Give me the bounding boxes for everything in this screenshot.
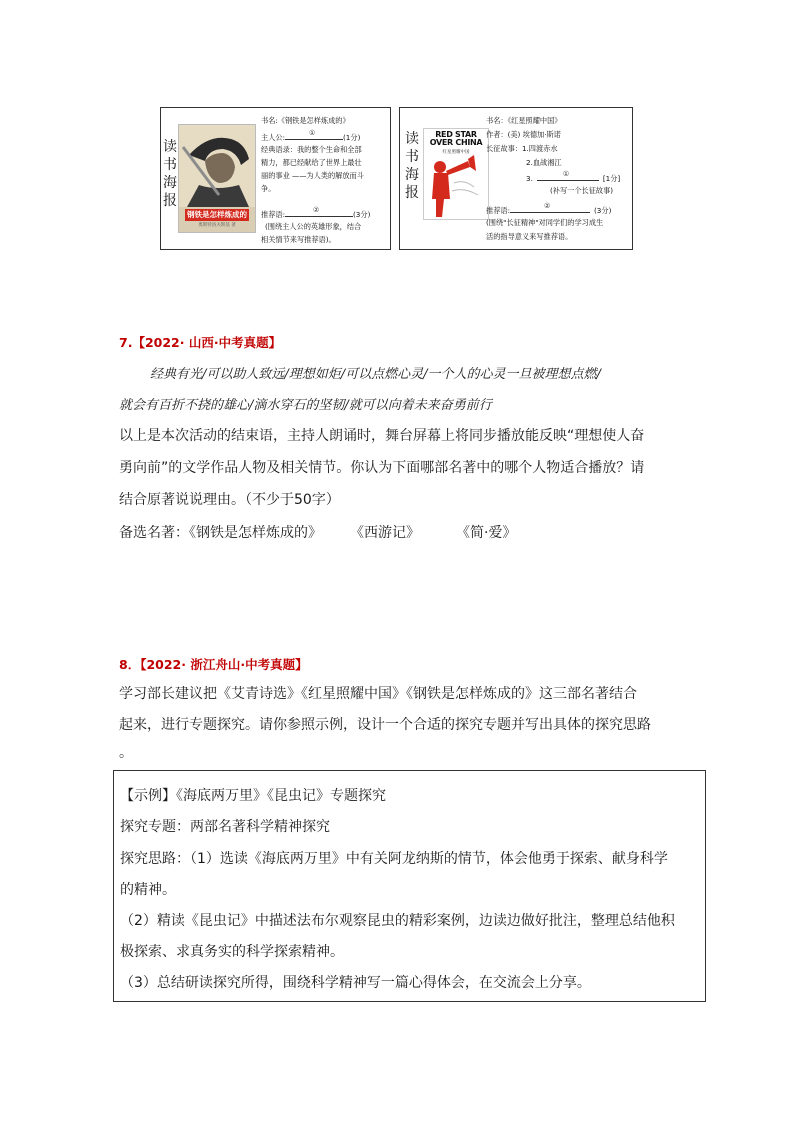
q7-options bbox=[119, 522, 516, 542]
q7-poem-line: 就会有百折不挠的雄心/滴水穿石的坚韧/就可以向着未来奋勇前行 bbox=[119, 398, 492, 413]
label-char: 书 bbox=[163, 157, 177, 173]
reading-poster-red-star bbox=[399, 107, 633, 250]
example-line: 极探索、求真务实的科学探索精神。 bbox=[120, 944, 344, 960]
example-box bbox=[113, 770, 706, 1002]
blank-mark: ② bbox=[544, 202, 551, 210]
book-name: 书名:《钢铁是怎样炼成的》 bbox=[261, 116, 350, 125]
score: (1分) bbox=[343, 133, 361, 142]
q7-heading: 7.【2022· 山西·中考真题】 bbox=[119, 335, 282, 350]
label-char: 海 bbox=[163, 175, 177, 191]
poster-vertical-label bbox=[162, 138, 178, 210]
quote-line: 争。 bbox=[261, 184, 276, 193]
recommend-line bbox=[261, 208, 370, 220]
options-label: 备选名著： bbox=[119, 525, 189, 541]
example-line: （2）精读《昆虫记》中描述法布尔观察昆虫的精彩案例，边读边做好批注，整理总结他积 bbox=[120, 913, 675, 929]
example-line: 【示例】《海底两万里》《昆虫记》专题探究 bbox=[120, 788, 386, 804]
quote-line: 丽的事业 ——为人类的解放而斗 bbox=[261, 171, 364, 180]
reading-poster-steel bbox=[160, 107, 391, 250]
option-item: 《西游记》 bbox=[350, 525, 420, 541]
blank-mark: ① bbox=[309, 129, 316, 137]
q7-text-line: 以上是本次活动的结束语，主持人朗诵时，舞台屏幕上将同步播放能反映“理想使人奋 bbox=[119, 428, 645, 444]
recommend-label: 推荐语: bbox=[486, 206, 510, 215]
label-char: 海 bbox=[405, 167, 419, 183]
label-char: 书 bbox=[405, 149, 419, 165]
story3-hint: (补写一个长征故事) bbox=[550, 186, 614, 195]
blank-2[interactable] bbox=[510, 204, 590, 213]
cover-title: 钢铁是怎样炼成的 bbox=[187, 210, 247, 219]
author-line: 作者：(美) 埃德加·斯诺 bbox=[486, 130, 561, 139]
example-line: 探究专题：两部名著科学精神探究 bbox=[120, 819, 330, 835]
hint-line: 活的指导意义来写推荐语。 bbox=[486, 232, 573, 241]
label-char: 读 bbox=[405, 131, 419, 147]
story-line: 长征故事：1.四渡赤水 bbox=[486, 144, 558, 153]
trumpeter-illustration bbox=[424, 153, 488, 219]
option-item: 《钢铁是怎样炼成的》 bbox=[189, 525, 322, 541]
score: (3分) bbox=[594, 206, 612, 215]
blank-2[interactable] bbox=[285, 208, 353, 217]
story-number: 3. bbox=[526, 174, 533, 183]
book-cover-red-star bbox=[423, 128, 489, 220]
blank-1[interactable] bbox=[537, 172, 599, 181]
q8-text-line: 学习部长建议把《艾青诗选》《红星照耀中国》《钢铁是怎样炼成的》这三部名著结合 bbox=[119, 686, 637, 702]
q8-text-line: 起来，进行专题探究。请你参照示例，设计一个合适的探究专题并写出具体的探究思路 bbox=[119, 717, 651, 733]
story-line: 2.血战湘江 bbox=[526, 158, 562, 167]
blank-mark: ② bbox=[313, 206, 320, 214]
protagonist-label: 主人公: bbox=[261, 133, 285, 142]
label-char: 报 bbox=[405, 185, 419, 201]
q7-poem-line: 经典有光/可以助人致远/理想如炬/可以点燃心灵/一个人的心灵一旦被理想点燃/ bbox=[150, 367, 601, 382]
q8-text-line: 。 bbox=[119, 745, 133, 761]
book-name: 书名：《红星照耀中国》 bbox=[486, 116, 562, 125]
recommend-line bbox=[486, 204, 611, 216]
option-item: 《简·爱》 bbox=[456, 525, 517, 541]
score: (3分) bbox=[353, 210, 371, 219]
label-char: 报 bbox=[163, 193, 177, 209]
cover-title-cn: 红星照耀中国 bbox=[442, 150, 470, 155]
protagonist-line bbox=[261, 131, 360, 143]
quote-line: 经典语录：我的整个生命和全部 bbox=[261, 145, 362, 154]
quote-line: 精力，都已经献给了世界上最壮 bbox=[261, 158, 362, 167]
example-line: （3）总结研读探究所得，围绕科学精神写一篇心得体会，在交流会上分享。 bbox=[120, 975, 591, 991]
blank-1[interactable] bbox=[285, 131, 343, 140]
hint-line: (围绕"长征精神"对同学们的学习成生 bbox=[486, 218, 604, 227]
cover-title-en: RED STAR OVER CHINA bbox=[429, 130, 483, 147]
q8-heading: 8．【2022· 浙江舟山·中考真题】 bbox=[119, 657, 308, 672]
hint-line: (围绕主人公的英雄形象，结合 bbox=[265, 222, 362, 231]
hint-line: 相关情节来写推荐语)。 bbox=[261, 235, 336, 244]
example-line: 探究思路：（1）选读《海底两万里》中有关阿龙纳斯的情节，体会他勇于探索、献身科学 bbox=[120, 851, 668, 867]
label-char: 读 bbox=[163, 139, 177, 155]
book-cover-steel bbox=[178, 124, 256, 233]
cover-subtitle: 奥斯特洛夫斯基 著 bbox=[198, 223, 236, 228]
poster-vertical-label bbox=[404, 130, 420, 202]
q7-text-line: 勇向前”的文学作品人物及相关情节。你认为下面哪部名著中的哪个人物适合播放？请 bbox=[119, 460, 645, 476]
blank-mark: ① bbox=[562, 170, 570, 178]
story3-line bbox=[526, 172, 620, 184]
recommend-label: 推荐语: bbox=[261, 210, 285, 219]
example-line: 的精神。 bbox=[120, 882, 176, 898]
q7-text-line: 结合原著说说理由。（不少于50字） bbox=[119, 492, 340, 508]
score: [1分] bbox=[602, 174, 621, 183]
